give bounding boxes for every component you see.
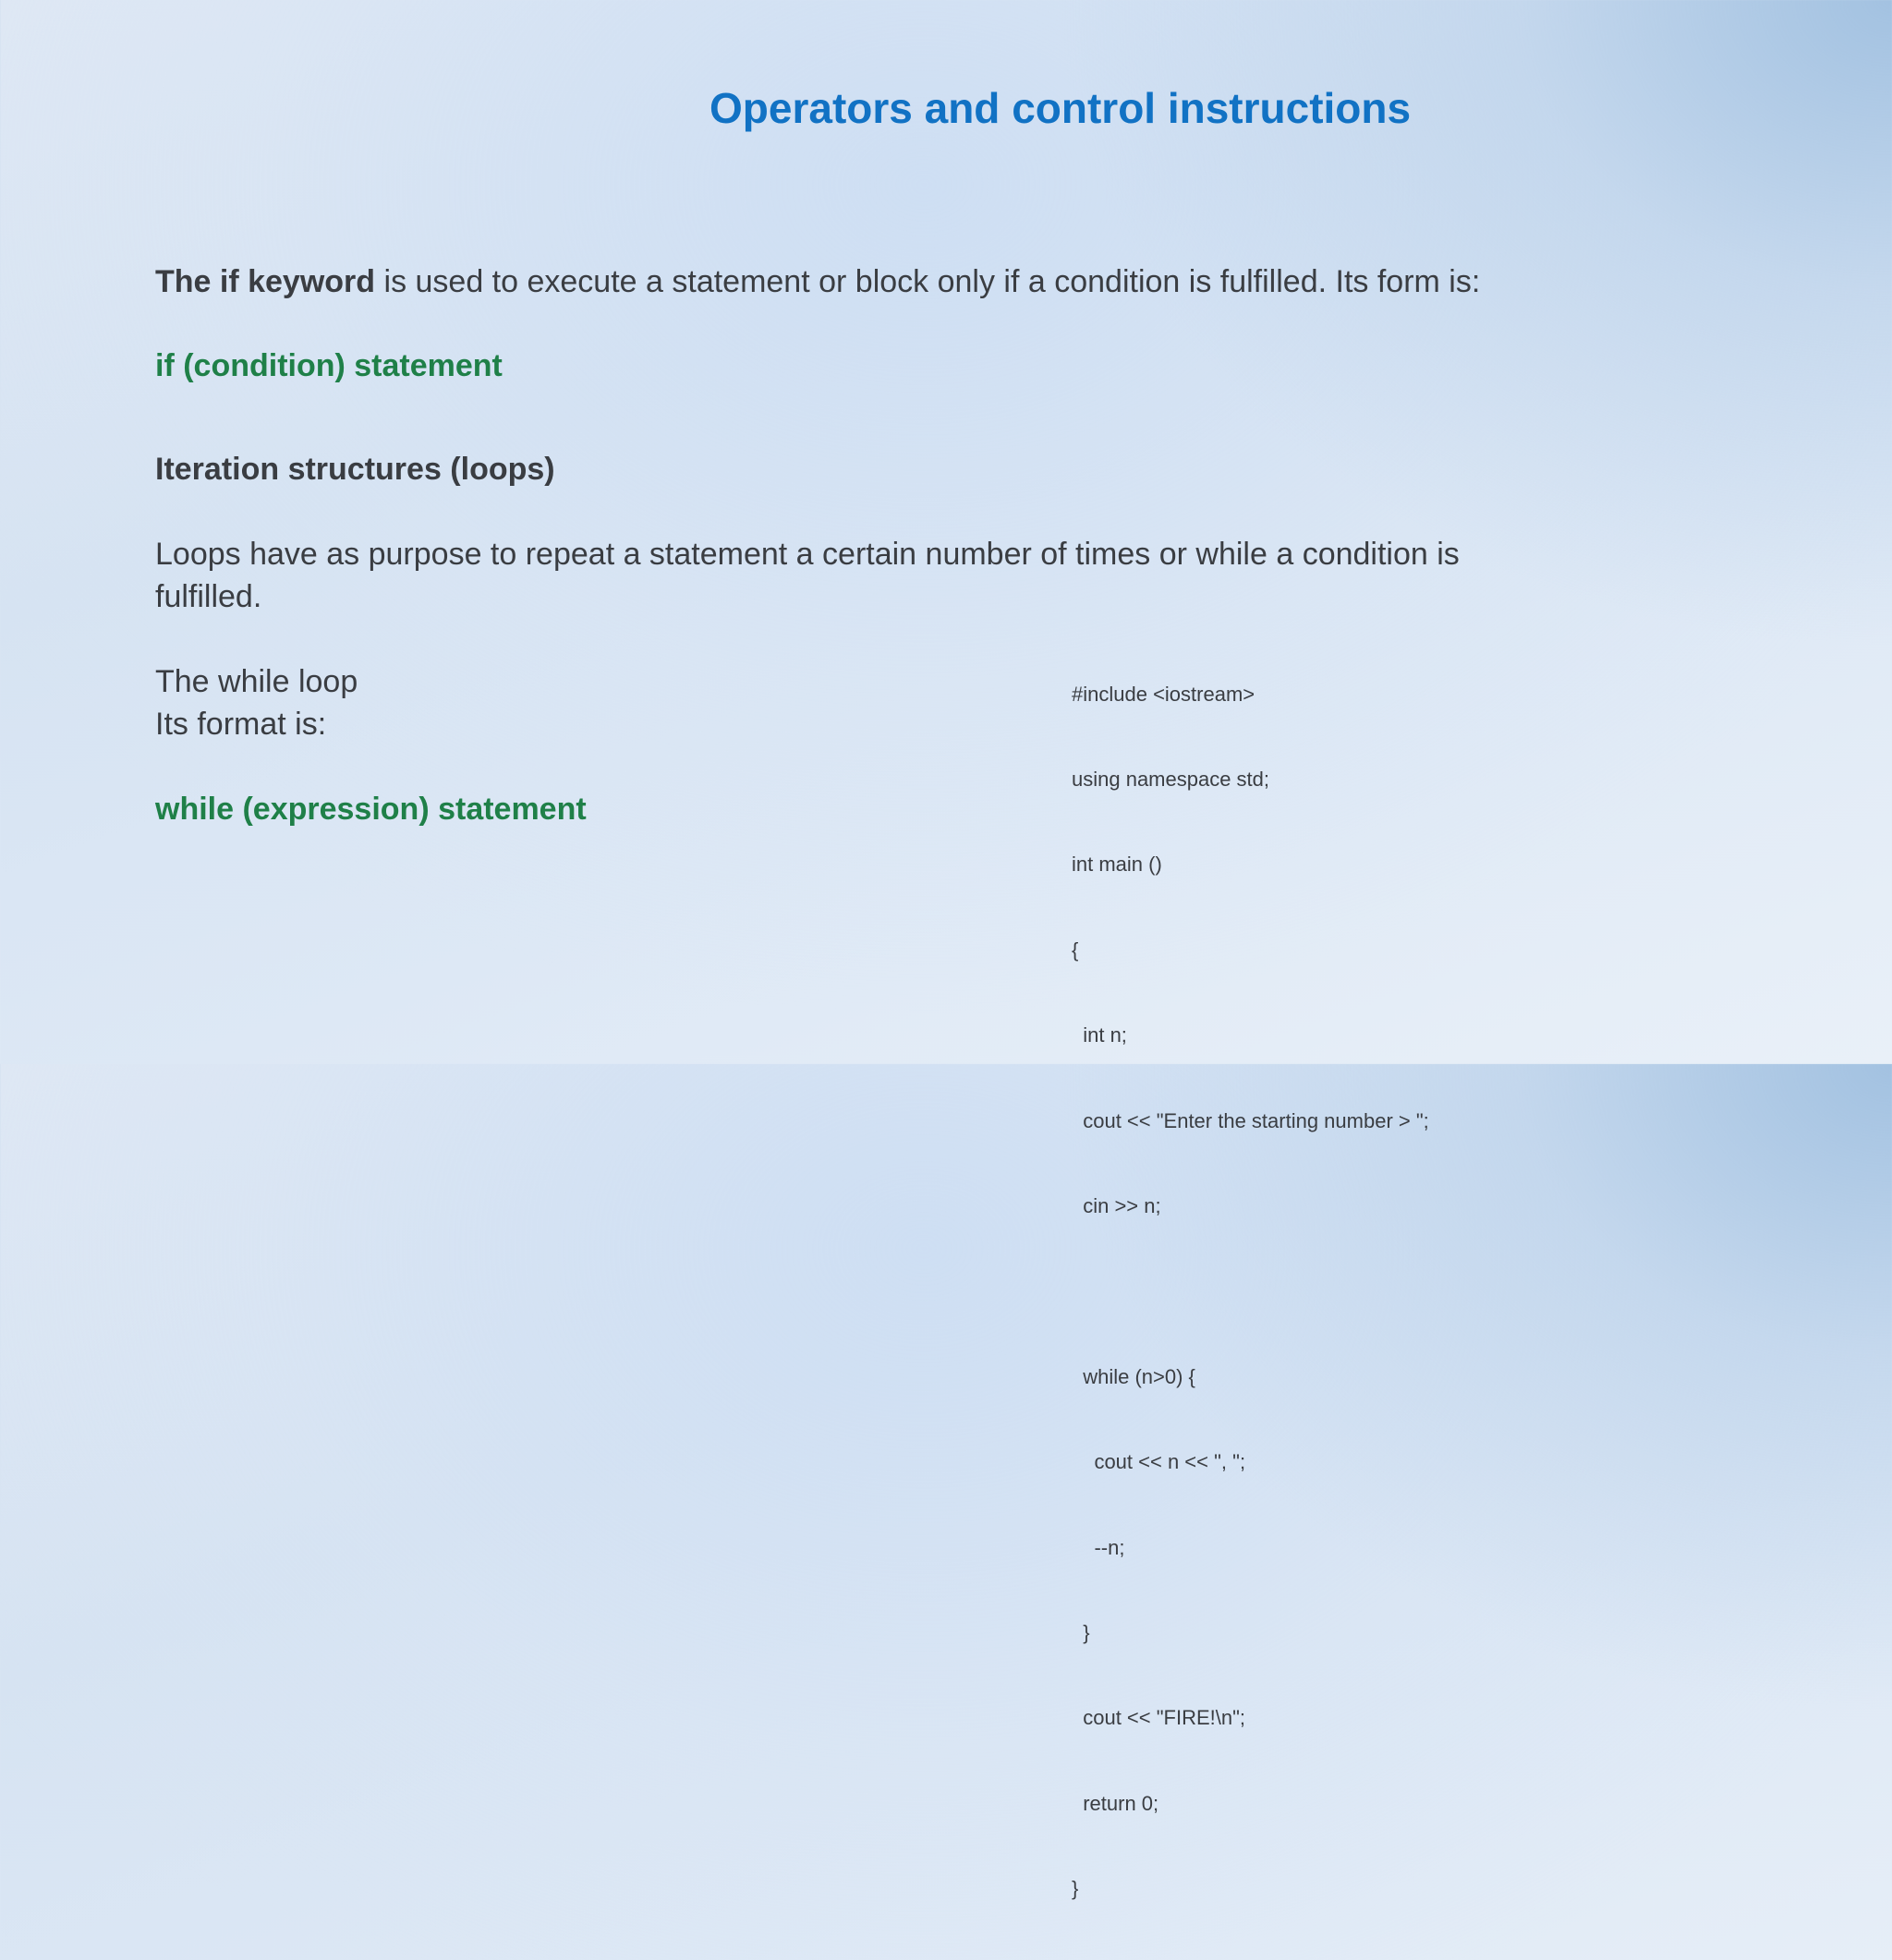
code-line: } (1072, 1877, 1079, 1901)
iteration-heading: Iteration structures (loops) (155, 452, 555, 487)
code-line: cout << n << ", "; (1072, 1450, 1246, 1474)
code-line: cin >> n; (1072, 1193, 1161, 1217)
code-line: cout << "FIRE!\n"; (1072, 1706, 1246, 1730)
code-line: while (n>0) { (1072, 1364, 1195, 1388)
code-line: cout << "Enter the starting number > "; (1072, 1108, 1429, 1132)
if-intro-paragraph (155, 260, 1480, 303)
code-line: int n; (1072, 1023, 1127, 1047)
code-line: } (1072, 1620, 1090, 1644)
code-line: #include <iostream> (1072, 682, 1255, 706)
code-line: using namespace std; (1072, 767, 1270, 791)
if-intro-rest: is used to execute a statement or block only if a condition is fulfilled. Its form is: (375, 264, 1481, 299)
code-line: return 0; (1072, 1791, 1159, 1815)
loops-description-line-1: Loops have as purpose to repeat a statement a certain number of times or while a condition is (155, 537, 1460, 572)
loops-description-line-2: fulfilled. (155, 579, 262, 614)
code-line (1072, 1277, 1429, 1306)
code-line: { (1072, 938, 1079, 962)
while-syntax: while (expression) statement (155, 792, 587, 827)
while-loop-heading: The while loop (155, 664, 358, 699)
code-line: --n; (1072, 1535, 1125, 1559)
format-label: Its format is: (155, 707, 327, 742)
if-keyword-bold: The if keyword (155, 264, 376, 299)
slide-title: Operators and control instructions (710, 84, 1412, 132)
if-syntax: if (condition) statement (155, 348, 503, 383)
code-example (1072, 623, 1429, 1960)
code-line: int main () (1072, 853, 1162, 877)
